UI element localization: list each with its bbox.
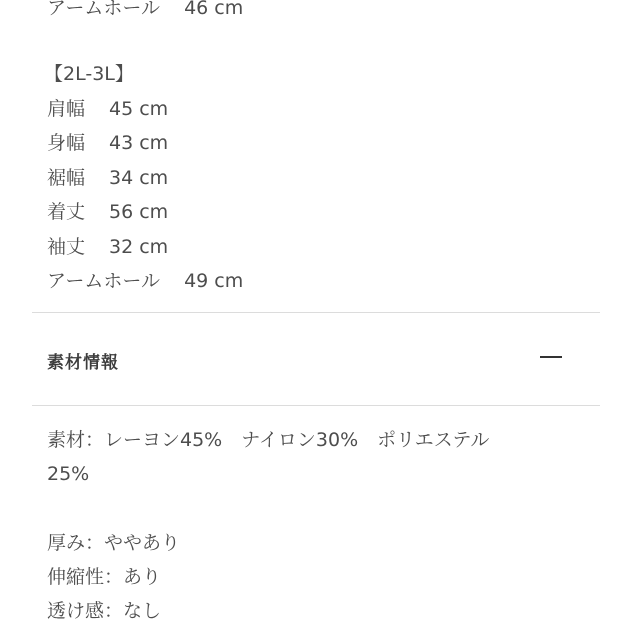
size-value: 34 cm — [109, 167, 169, 189]
material-composition-line2: 25% — [47, 463, 90, 485]
section-divider-bottom — [32, 405, 600, 406]
material-composition-line1: 素材：レーヨン45% ナイロン30% ポリエステル — [47, 429, 490, 451]
armhole-label: アームホール — [47, 0, 161, 19]
size-row-body-width — [47, 131, 168, 155]
size-label: 肩幅 — [47, 98, 86, 120]
minus-icon — [540, 356, 562, 358]
sheer-info: 透け感：なし — [47, 600, 162, 622]
size-row-length — [47, 200, 168, 224]
size-row-sleeve — [47, 235, 168, 259]
size-label: 袖丈 — [47, 236, 86, 258]
stretch-info: 伸縮性：あり — [47, 566, 162, 588]
size-row-shoulder — [47, 97, 168, 121]
size-value: 56 cm — [109, 201, 169, 223]
size-label: 裾幅 — [47, 167, 86, 189]
armhole-row-prev — [47, 0, 243, 20]
size-row-hem-width — [47, 166, 168, 190]
size-value: 32 cm — [109, 236, 169, 258]
size-value: 49 cm — [184, 270, 244, 292]
size-row-armhole — [47, 269, 243, 293]
size-heading-2l3l: 【2L-3L】 — [44, 63, 134, 85]
thickness-info: 厚み：ややあり — [47, 532, 181, 554]
size-value: 43 cm — [109, 132, 169, 154]
size-label: 着丈 — [47, 201, 86, 223]
armhole-value: 46 cm — [184, 0, 244, 19]
section-divider-top — [32, 312, 600, 313]
collapse-button[interactable] — [532, 344, 564, 372]
size-value: 45 cm — [109, 98, 169, 120]
size-label: 身幅 — [47, 132, 86, 154]
size-label: アームホール — [47, 270, 161, 292]
material-section-title[interactable]: 素材情報 — [47, 353, 119, 373]
